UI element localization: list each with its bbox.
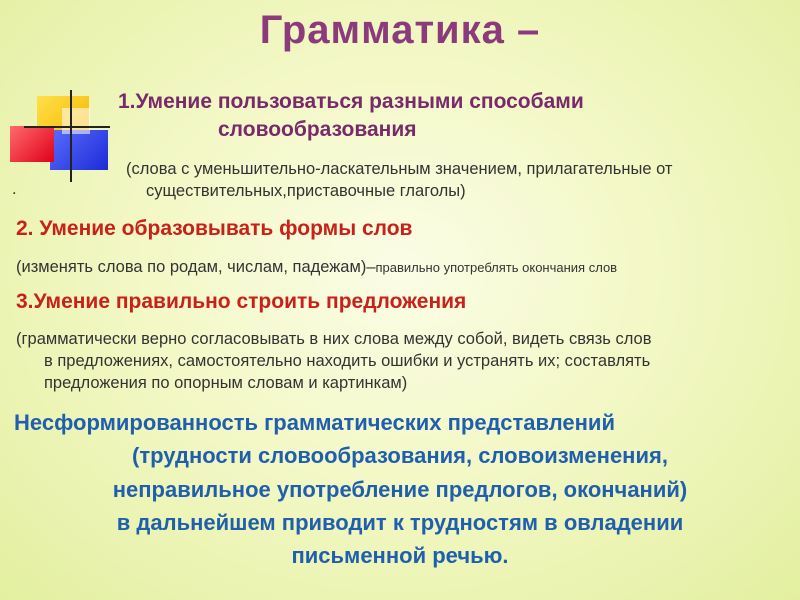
square-highlight (62, 108, 90, 134)
conclusion-line5: письменной речью. (291, 543, 509, 568)
item2-note (16, 258, 617, 277)
item1-note-line2: существительных,приставочные глаголы) (146, 182, 466, 200)
item1-line2: словообразования (218, 118, 417, 141)
item2-note-tail: правильно употреблять окончания слов (375, 260, 618, 275)
conclusion-line3: неправильное употребление предлогов, окончаний) (112, 477, 688, 502)
horizontal-line (24, 126, 110, 128)
conclusion-line4: в дальнейшем приводит к трудностям в овладении (116, 510, 684, 535)
item3-note-line3: предложения по опорным словам и картинкам) (44, 374, 408, 392)
slide-title: Грамматика – (259, 8, 541, 52)
item3-note-line2: в предложениях, самостоятельно находить ошибки и устранять их; составлять (44, 352, 651, 370)
item1-line1: 1.Умение пользоваться разными способами (118, 90, 584, 113)
red-square (10, 126, 54, 162)
item1-note-line1: (слова с уменьшительно-ласкательным значением, прилагательные от (126, 160, 673, 178)
blue-square (50, 130, 108, 170)
vertical-line (70, 90, 72, 182)
item1-bullet: . (12, 180, 17, 198)
item2-heading: 2. Умение образовывать формы слов (16, 217, 413, 240)
decorative-squares-icon (10, 90, 120, 185)
conclusion-line1: Несформированность грамматических представлений (14, 410, 615, 435)
item2-note-main: (изменять слова по родам, числам, падежам)– (16, 258, 376, 276)
item3-note-line1: (грамматически верно согласовывать в них слова между собой, видеть связь слов (16, 330, 652, 348)
conclusion-line2: (трудности словообразования, словоизменения, (132, 443, 668, 468)
item3-heading: 3.Умение правильно строить предложения (16, 290, 467, 313)
